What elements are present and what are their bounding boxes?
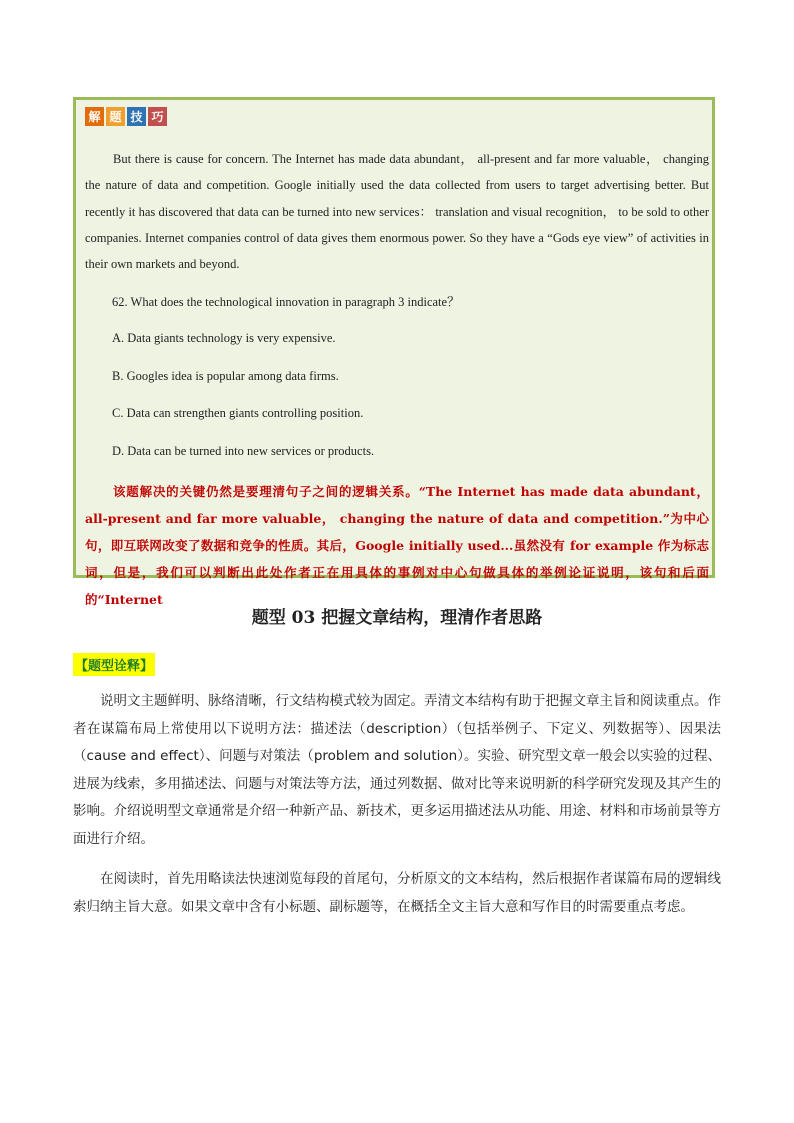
reading-passage: But there is cause for concern. The Internet has made data abundant， all-present and far more valuable， changing the nature of data and competition. Google initially used the data collected from users to target advertising better. But recently it has discovered that data can be turned into new services： translation and visual recognition， to be sold to other companies. Internet companies control of data gives them enormous power. So they have a “Gods eye view” of activities in their own markets and beyond. — [85, 152, 709, 272]
answer-analysis: 该题解决的关键仍然是要理清句子之间的逻辑关系。“The Internet has made data abundant， all-present and far more valuable， changing the nature of data and competition.”为中心句，即互联网改变了数据和竞争的性质。其后，Google initially used...虽然没有 for example 作为标志词，但是，我们可以判断出此处作者正在用具体的事例对中心句做具体的举例论证说明，该句和后面的“Internet — [85, 484, 709, 607]
tip-box — [73, 97, 715, 607]
tip-badges — [85, 107, 167, 126]
option-b: B. Googles idea is popular among data firms. — [112, 369, 339, 383]
option-c: C. Data can strengthen giants controlling position. — [112, 406, 364, 420]
body-paragraph: 在阅读时，首先用略读法快速浏览每段的首尾句，分析原文的文本结构，然后根据作者谋篇布局的逻辑线索归纳主旨大意。如果文章中含有小标题、副标题等，在概括全文主旨大意和写作目的时需要重点考虑。 — [73, 871, 721, 915]
body-paragraph: 说明文主题鲜明、脉络清晰，行文结构模式较为固定。弄清文本结构有助于把握文章主旨和阅读重点。作者在谋篇布局上常使用以下说明方法：描述法（description）（包括举例子、下定义、列数据等）、因果法（cause and effect）、问题与对策法（problem and solution）。实验、研究型文章一般会以实验的过程、进展为线索，多用描述法、问题与对策法等方法，通过列数据、做对比等来说明新的科学研究发现及其产生的影响。介绍说明型文章通常是介绍一种新产品、新技术，更多运用描述法从功能、用途、材料和市场前景等方面进行介绍。 — [73, 693, 721, 847]
section-title: 题型 03 把握文章结构，理清作者思路 — [251, 608, 543, 628]
badge-jie: 解 — [85, 107, 104, 126]
badge-qiao: 巧 — [148, 107, 167, 126]
section-label: 【题型诠释】 — [73, 653, 155, 676]
option-a: A. Data giants technology is very expensive. — [112, 331, 336, 345]
badge-ji: 技 — [127, 107, 146, 126]
badge-ti: 题 — [106, 107, 125, 126]
option-d: D. Data can be turned into new services or products. — [112, 444, 375, 458]
question-stem: 62. What does the technological innovation in paragraph 3 indicate？ — [112, 295, 460, 309]
